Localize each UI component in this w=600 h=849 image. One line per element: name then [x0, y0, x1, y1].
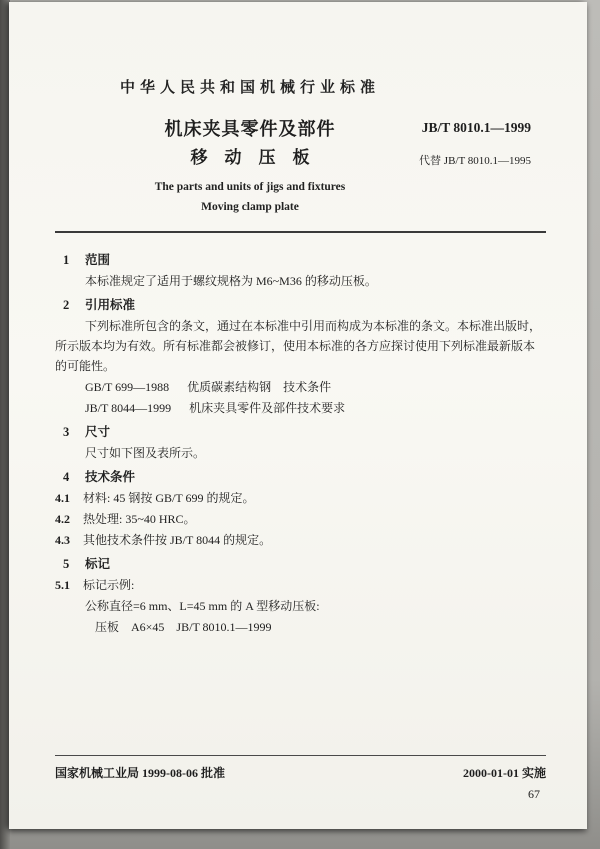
document-title-en: The parts and units of jigs and fixtures: [154, 181, 346, 193]
reference-item: [55, 377, 546, 397]
reference-item: [55, 398, 546, 418]
section-5-number: 5: [63, 557, 70, 571]
clause-4-3: [55, 530, 546, 550]
section-1-title: 范围: [85, 253, 111, 267]
standard-number: JB/T 8010.1—1999: [421, 120, 531, 135]
clause-number: 4.1: [55, 491, 70, 505]
approval-note: 国家机械工业局 1999-08-06 批准: [55, 766, 225, 780]
document-header: [9, 2, 587, 213]
section-1-paragraph: 本标准规定了适用于螺纹规格为 M6~M36 的移动压板。: [85, 274, 377, 288]
document-subtitle-en: Moving clamp plate: [201, 201, 299, 213]
page-number: 67: [528, 787, 540, 801]
section-5-heading: [55, 554, 546, 574]
marking-example-description: 公称直径=6 mm、L=45 mm 的 A 型移动压板:: [85, 599, 320, 613]
section-2-heading: [55, 295, 546, 315]
section-1-number: 1: [63, 253, 70, 267]
clause-text: 热处理: 35~40 HRC。: [83, 512, 196, 526]
section-3-title: 尺寸: [85, 425, 111, 439]
reference-code: JB/T 8044—1999: [85, 401, 172, 415]
footer-divider: [55, 755, 546, 756]
clause-number: 4.3: [55, 533, 70, 547]
standard-org-line: 中华人民共和国机械行业标准: [119, 80, 380, 96]
clause-4-2: [55, 509, 546, 529]
clause-5-1: [55, 575, 546, 595]
section-3-paragraph: 尺寸如下图及表所示。: [85, 446, 206, 460]
document-title-cn: 机床夹具零件及部件: [164, 119, 336, 139]
section-3-number: 3: [63, 425, 70, 439]
section-2-title: 引用标准: [85, 298, 136, 312]
clause-text: 其他技术条件按 JB/T 8044 的规定。: [83, 533, 272, 547]
section-4-number: 4: [63, 470, 70, 484]
marking-example-designation: 压板 A6×45 JB/T 8010.1—1999: [95, 620, 272, 634]
replaces-note: 代替 JB/T 8010.1—1995: [419, 155, 531, 167]
section-1-heading: [55, 250, 546, 270]
clause-text: 标记示例:: [83, 578, 135, 592]
clause-number: 4.2: [55, 512, 70, 526]
reference-name: 优质碳素结构钢 技术条件: [187, 380, 332, 394]
section-5-title: 标记: [85, 557, 111, 571]
clause-number: 5.1: [55, 578, 70, 592]
section-3-heading: [55, 422, 546, 442]
reference-code: GB/T 699—1988: [85, 380, 170, 394]
clause-4-1: [55, 488, 546, 508]
reference-name: 机床夹具零件及部件技术要求: [189, 401, 346, 415]
section-2-paragraph: 下列标准所包含的条文，通过在本标准中引用而构成为本标准的条文。本标准出版时，所示版本均为有效。所有标准都会被修订，使用本标准的各方应探讨使用下列标准最新版本的可能性。: [55, 319, 542, 373]
document-body: [55, 250, 546, 637]
section-2-number: 2: [63, 298, 70, 312]
section-4-heading: [55, 467, 546, 487]
document-footer: [55, 766, 546, 780]
document-subtitle-cn: 移 动 压 板: [190, 148, 310, 167]
implementation-note: 2000-01-01 实施: [463, 766, 546, 780]
header-divider: [55, 231, 546, 233]
clause-text: 材料: 45 钢按 GB/T 699 的规定。: [83, 491, 255, 505]
document-page: [9, 2, 587, 829]
section-4-title: 技术条件: [85, 470, 136, 484]
